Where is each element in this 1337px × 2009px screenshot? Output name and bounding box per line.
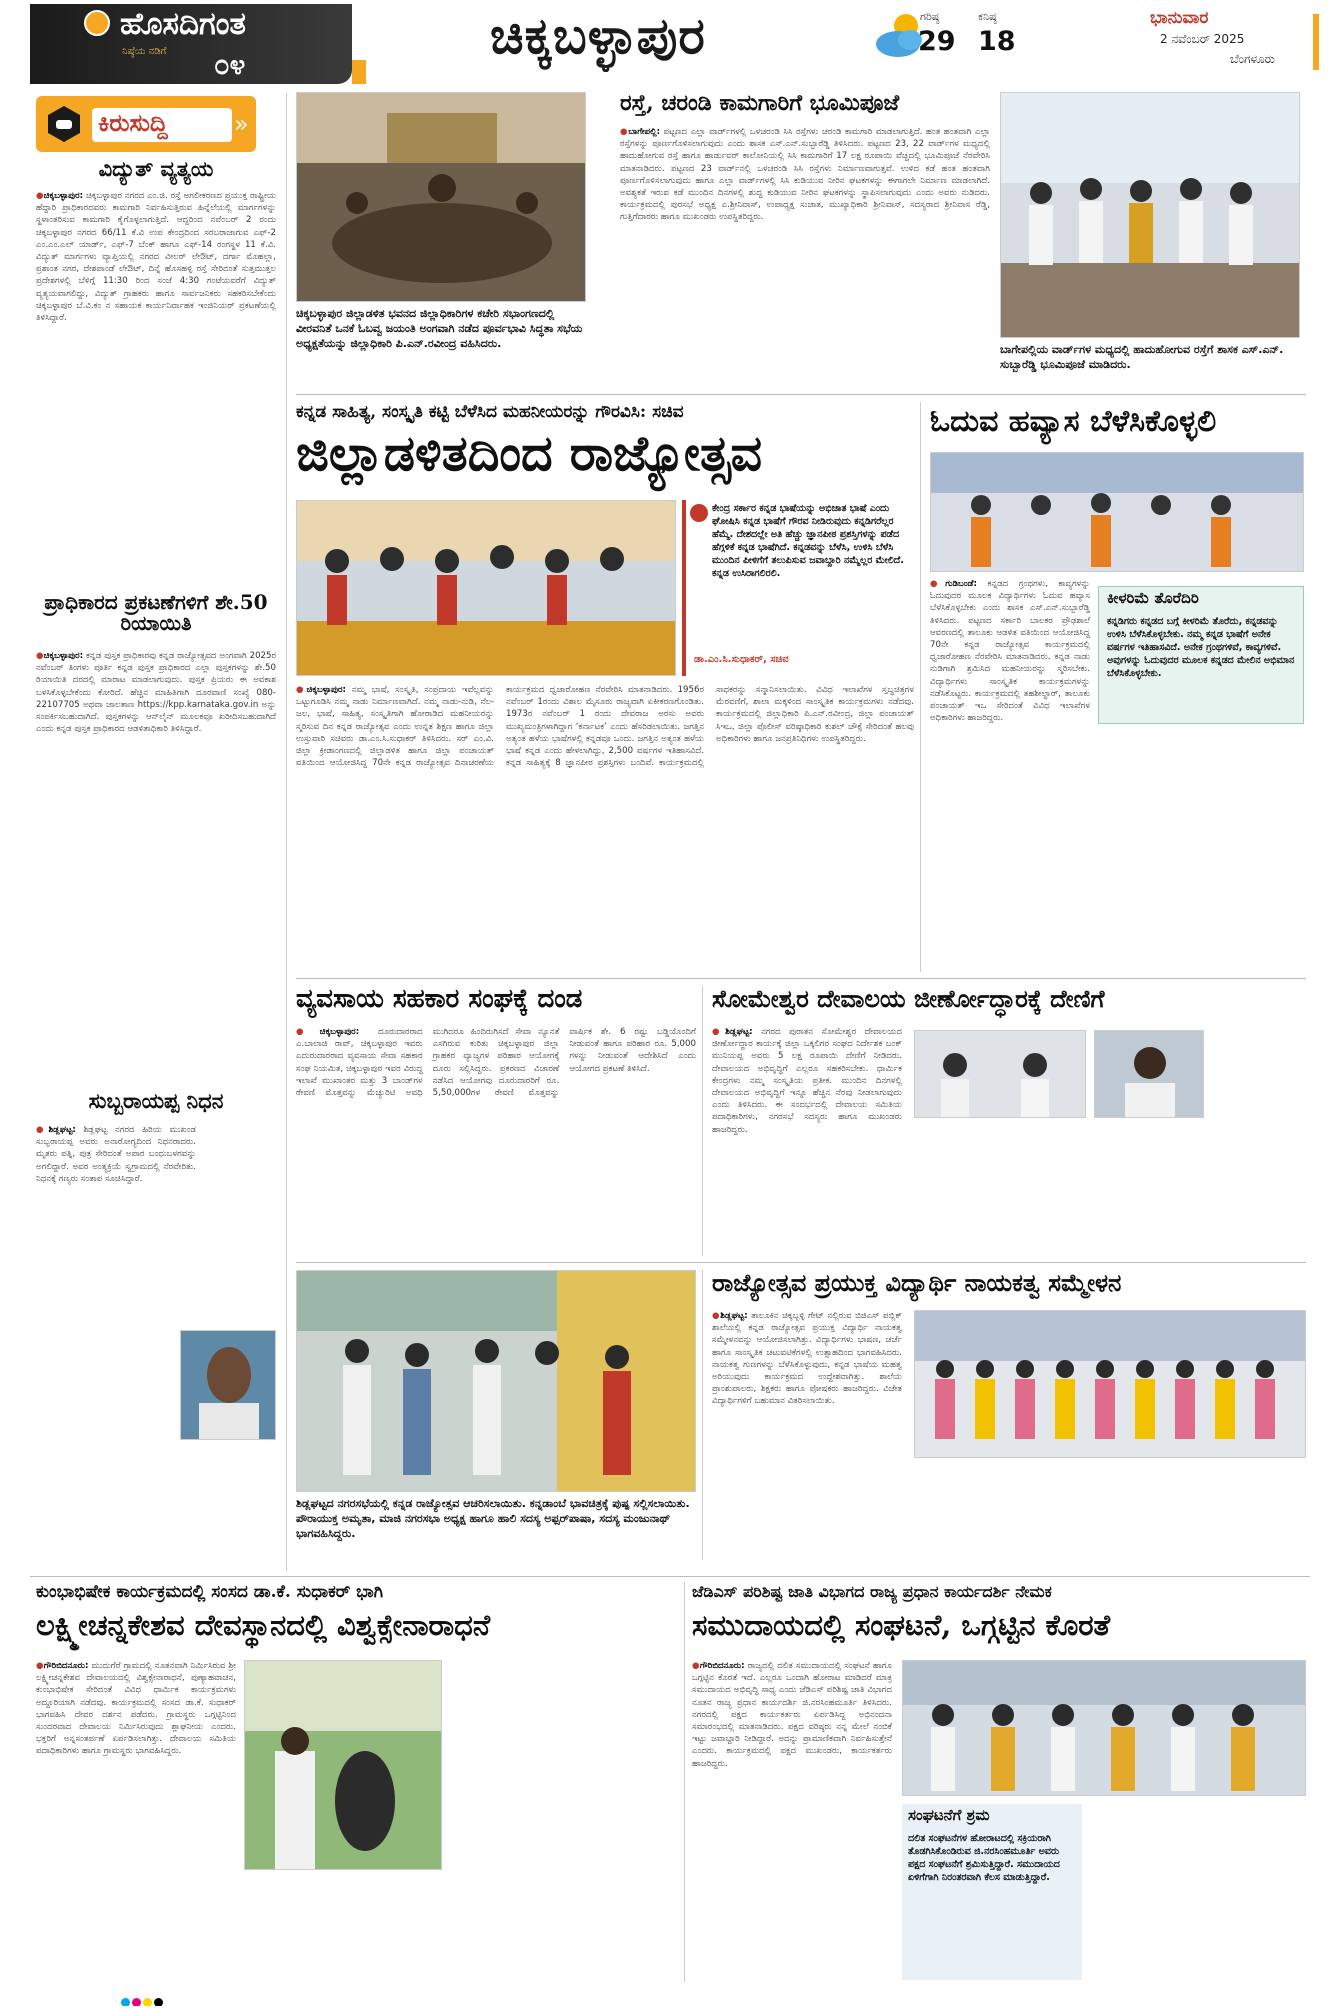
bottom-divider <box>684 1582 685 1982</box>
weekday: ಭಾನುವಾರ <box>1150 8 1209 28</box>
coop-dateline: ● ಚಿಕ್ಕಬಳ್ಳಾಪುರ: <box>296 1027 359 1037</box>
coop-body <box>296 1026 696 1256</box>
max-temp-value: 29 <box>918 26 956 57</box>
kirusuddi-item1-title: ವಿದ್ಯುತ್ ವ್ಯತ್ಯಯ <box>98 158 214 181</box>
kirusuddi-item3-body <box>36 1124 196 1564</box>
reading-text: ಕನ್ನಡದ ಗ್ರಂಥಗಳು, ಕಾವ್ಯಗಳನ್ನು ಓದುವುದರ ಮೂಲಕ ವಿದ್ಯಾರ್ಥಿಗಳು ಓದುವ ಹವ್ಯಾಸ ಬೆಳೆಸಿಕೊಳ್ಳಬೇಕು ಎಂದು ಶಾಸಕ ಎಸ್.ಎನ್.ಸುಬ್ಬಾರೆಡ್ಡಿ ತಿಳಿಸಿದರು. ಪಟ್ಟಣದ ಸರ್ಕಾರಿ ಬಾಲಕರ ಪ್ರೌಢಶಾಲೆ ಆವರಣದಲ್ಲಿ ತಾಲೂಕು ಆಡಳಿತ ವತಿಯಿಂದ ಆಯೋಜಿಸಿದ್ದ 70ನೇ ಕನ್ನಡ ರಾಜ್ಯೋತ್ಸವ ಕಾರ್ಯಕ್ರಮದಲ್ಲಿ ಧ್ವಜಾರೋಹಣ ನೆರವೇರಿಸಿ ಮಾತನಾಡಿದರು. ಕನ್ನಡ ನಾಡು ನುಡಿಗಾಗಿ ಶ್ರಮಿಸಿದ ಮಹನೀಯರನ್ನು ಸ್ಮರಿಸಬೇಕು. ವಿದ್ಯಾರ್ಥಿಗಳು ಸಾಂಸ್ಕೃತಿಕ ಕಾರ್ಯಕ್ರಮಗಳನ್ನು ನಡೆಸಿಕೊಟ್ಟರು. ಕಾರ್ಯಕ್ರಮದಲ್ಲಿ ತಹಶೀಲ್ದಾರ್, ತಾಲೂಕು ಪಂಚಾಯತ್ ಇಒ ಸೇರಿದಂತೆ ವಿವಿಧ ಇಲಾಖೆಗಳ ಅಧಿಕಾರಿಗಳು ಹಾಜರಿದ್ದರು. <box>930 579 1090 724</box>
chevron-right-icon: » <box>234 110 249 138</box>
jds-body <box>692 1660 892 1980</box>
temple-dateline: ● ಶಿಡ್ಲಘಟ್ಟ: <box>712 1027 753 1037</box>
student-text: ತಾಲೂಕಿನ ಚಿಕ್ಕಬ್ಬಳ್ಳಿ ಗೇಟ್ ನಲ್ಲಿರುವ ಬಿಜಿಎಸ್ ಪಬ್ಲಿಕ್ ಶಾಲೆಯಲ್ಲಿ ಕನ್ನಡ ರಾಜ್ಯೋತ್ಸವ ಪ್ರಯುಕ್ತ ವಿದ್ಯಾರ್ಥಿ ನಾಯಕತ್ವ ಸಮ್ಮೇಳನವನ್ನು ಆಯೋಜಿಸಲಾಗಿತ್ತು. ವಿದ್ಯಾರ್ಥಿಗಳು ಭಾಷಣ, ಚರ್ಚೆ ಹಾಗೂ ಸಾಂಸ್ಕೃತಿಕ ಚಟುವಟಿಕೆಗಳಲ್ಲಿ ಉತ್ಸಾಹದಿಂದ ಭಾಗವಹಿಸಿದರು. ನಾಯಕತ್ವ ಗುಣಗಳನ್ನು ಬೆಳೆಸಿಕೊಳ್ಳುವುದು, ಕನ್ನಡ ಭಾಷೆಯ ಮಹತ್ವ ಅರಿಯುವುದು ಕಾರ್ಯಕ್ರಮದ ಉದ್ದೇಶವಾಗಿತ್ತು. ಶಾಲೆಯ ಪ್ರಾಂಶುಪಾಲರು, ಶಿಕ್ಷಕರು ಹಾಗೂ ಪೋಷಕರು ಹಾಜರಿದ್ದರು. ವಿಜೇತ ವಿದ್ಯಾರ್ಥಿಗಳಿಗೆ ಬಹುಮಾನ ವಿತರಿಸಲಾಯಿತು. <box>712 1311 902 1407</box>
minister-quote: ಕೇಂದ್ರ ಸರ್ಕಾರ ಕನ್ನಡ ಭಾಷೆಯನ್ನು ಅಭಿಜಾತ ಭಾಷೆ ಎಂದು ಘೋಷಿಸಿ ಕನ್ನಡ ಭಾಷೆಗೆ ಗೌರವ ನೀಡಿರುವುದು ಕನ್ನಡಿಗರೆಲ್ಲರ ಹೆಮ್ಮೆ. ದೇಶದಲ್ಲೇ ಅತಿ ಹೆಚ್ಚು ಜ್ಞಾನಪೀಠ ಪ್ರಶಸ್ತಿಗಳನ್ನು ಪಡೆದ ಹೆಗ್ಗಳಿಕೆ ಕನ್ನಡ ಭಾಷೆಗಿದೆ. ಕನ್ನಡವನ್ನು ಬೆಳೆಸಿ, ಉಳಿಸಿ ಬೆಳೆಸಿ ಮುಂದಿನ ಪೀಳಿಗೆಗೆ ತಲುಪಿಸುವ ಜವಾಬ್ದಾರಿ ನಮ್ಮೆಲ್ಲರ ಮೇಲಿದೆ. ಕನ್ನಡ ಉಸಿರಾಗಲಿರಲಿ. <box>712 503 904 579</box>
kirusuddi-label: ಕಿರುಸುದ್ದಿ <box>92 108 232 142</box>
reading-sidebox-title: ಕೀಳರಿಮೆ ತೊರೆದಿರಿ <box>1107 591 1199 607</box>
minister-quote-box <box>682 500 914 676</box>
road-text: ಪಟ್ಟಣದ ಎಲ್ಲಾ ವಾರ್ಡ್‌ಗಳಲ್ಲಿ ಒಳಚರಂಡಿ ಸಿಸಿ ರಸ್ತೆಗಳು ಚರಂಡಿ ಕಾಮಗಾರಿ ಮಾಡಲಾಗುತ್ತಿದೆ. ಹಂತ ಹಂತವಾಗಿ ಎಲ್ಲಾ ರಸ್ತೆಗಳನ್ನು ಪೂರ್ಣಗೊಳಿಸಲಾಗುವುದು ಎಂದು ಶಾಸಕ ಎಸ್.ಎನ್.ಸುಬ್ಬಾರೆಡ್ಡಿ ತಿಳಿಸಿದರು. ಪಟ್ಟಣದ 23, 22 ವಾರ್ಡ್‌ಗಳ ಮಧ್ಯದಲ್ಲಿ ಹಾದುಹೋಗುವ ರಸ್ತೆ ಹಾಗೂ ಹಾರ್ಡುವರ್ ಕಾಲೋನಿಯಲ್ಲಿ ಸಿಸಿ ಕಾಮಗಾರಿಗೆ 17 ಲಕ್ಷ ರೂಪಾಯಿ ವೆಚ್ಚದಲ್ಲಿ ಭೂಮಿಪೂಜೆ ನೆರವೇರಿಸಿ ಮಾತನಾಡಿದರು. ಪಟ್ಟಣದ 23 ವಾರ್ಡ್‌ನಲ್ಲಿ ಒಳಚರಂಡಿ ಸಿಸಿ ರಸ್ತೆಗಳು ನಿರ್ಮಾಣವಾಗುತ್ತವೆ. ಉಳಿದ ಕಡೆ ಹಂತ ಹಂತವಾಗಿ ಪೂರ್ಣಗೊಳಿಸಲಾಗುವುದು ಹಾಗೂ ಎಲ್ಲಾ ವಾರ್ಡ್‌ಗಳಲ್ಲಿ ಸಿಸಿ ಕುಡಿಯುವ ನೀರಿನ ಘಟಕಗಳನ್ನು ಈಗಾಗಲೇ ನಿರ್ಮಾಣ ಮಾಡಲಾಗಿದೆ. ಅವಶ್ಯಕತೆ ಇರುವ ಕಡೆ ಮುಂದಿನ ದಿನಗಳಲ್ಲಿ ಶುದ್ಧ ಕುಡಿಯುವ ನೀರಿನ ಘಟಕಗಳನ್ನು ಸ್ಥಾಪಿಸಲಾಗುವುದು ಎಂದು ಅವರು ನುಡಿದರು. ಕಾರ್ಯಕ್ರಮದಲ್ಲಿ ಪುರಸಭೆ ಅಧ್ಯಕ್ಷ ಎ.ಶ್ರೀನಿವಾಸ್, ಉಪಾಧ್ಯಕ್ಷ ಸುಜಾತ, ಮುಖ್ಯಾಧಿಕಾರಿ ಶ್ರೀನಿವಾಸ್, ಸದಸ್ಯರಾದ ಶ್ರೀನಿವಾಸ ರೆಡ್ಡಿ, ಗುತ್ತಿಗೆದಾರರು ಹಾಗೂ ಮುಖಂಡರು ಉಪಸ್ಥಿತರಿದ್ದರು. <box>620 127 990 223</box>
newspaper-emblem-icon <box>84 10 114 40</box>
min-temp-value: 18 <box>978 26 1016 57</box>
masthead-right-bar <box>1313 14 1319 70</box>
masthead-accent-bar <box>352 60 366 84</box>
row3-divider <box>296 1262 1306 1263</box>
rajyotsava-kicker: ಕನ್ನಡ ಸಾಹಿತ್ಯ, ಸಂಸ್ಕೃತಿ ಕಟ್ಟಿ ಬೆಳೆಸಿದ ಮಹನೀಯರನ್ನು ಗೌರವಿಸಿ: ಸಚಿವ <box>296 402 684 422</box>
rajyotsava-body <box>296 684 914 968</box>
rajyotsava-headline: ಜಿಲ್ಲಾಡಳಿತದಿಂದ ರಾಜ್ಯೋತ್ಸವ <box>296 428 763 482</box>
jds-body-cont <box>1090 1804 1306 1980</box>
rajyotsava-text: ನಮ್ಮ ಭಾಷೆ, ಸಂಸ್ಕೃತಿ, ಸಂಪ್ರದಾಯ ಇವೆಲ್ಲವನ್ನು ಒಟ್ಟುಗೂಡಿಸಿ ನಮ್ಮ ನಾಡು ನಿರ್ಮಾಣವಾಗಿದೆ. ನಮ್ಮ ನಾಡು-ನುಡಿ, ನೆಲ-ಜಲ, ಭಾಷೆ, ಸಾಹಿತ್ಯ, ಸಂಸ್ಕೃತಿಗಾಗಿ ಹೋರಾಡಿದ ಮಹನೀಯರನ್ನು ಸ್ಮರಿಸುವ ದಿನ ಕನ್ನಡ ರಾಜ್ಯೋತ್ಸವ ಎಂದು ಉನ್ನತ ಶಿಕ್ಷಣ ಹಾಗೂ ಜಿಲ್ಲಾ ಉಸ್ತುವಾರಿ ಸಚಿವರು ಡಾ.ಎಂ.ಸಿ.ಸುಧಾಕರ್ ತಿಳಿಸಿದರು. ಸರ್ ಎಂ.ವಿ. ಜಿಲ್ಲಾ ಕ್ರೀಡಾಂಗಣದಲ್ಲಿ ಜಿಲ್ಲಾಡಳಿತ ಹಾಗೂ ಜಿಲ್ಲಾ ಪಂಚಾಯತ್ ವತಿಯಿಂದ ಆಯೋಜಿಸಿದ್ದ 70ನೇ ಕನ್ನಡ ರಾಜ್ಯೋತ್ಸವ ದಿನಾಚರಣೆಯ ಕಾರ್ಯಕ್ರಮದ ಧ್ವಜಾರೋಹಣ ನೆರವೇರಿಸಿ ಮಾತನಾಡಿದರು. 1956ರ ನವೆಂಬರ್ 1ರಂದು ವಿಶಾಲ ಮೈಸೂರು ರಾಜ್ಯವಾಗಿ ಏಕೀಕರಣಗೊಂಡಿತು. 1973ರ ನವೆಂಬರ್ 1 ರಂದು ದೇವರಾಜ ಅರಸು ಅವರು ಮುಖ್ಯಮಂತ್ರಿಗಳಾಗಿದ್ದಾಗ ‘ಕರ್ನಾಟಕ’ ಎಂದು ಹೆಸರಿಡಲಾಯಿತು. ಜಗತ್ತಿನ ಅತ್ಯಂತ ಹಳೆಯ ಭಾಷೆಗಳಲ್ಲಿ ಕನ್ನಡವೂ ಒಂದು. ಜಗತ್ತಿನ ಅತ್ಯಂತ ಹಳೆಯ ಭಾಷೆ ಕನ್ನಡ ಎಂದು ಹೇಳಲಾಗಿದ್ದು, 2,500 ವರ್ಷಗಳ ಇತಿಹಾಸವಿದೆ. ಕನ್ನಡ ಸಾಹಿತ್ಯಕ್ಕೆ 8 ಜ್ಞಾನಪೀಠ ಪ್ರಶಸ್ತಿಗಳು ಬಂದಿವೆ. ಕಾರ್ಯಕ್ರಮದಲ್ಲಿ ಸಾಧಕರನ್ನು ಸನ್ಮಾನಿಸಲಾಯಿತು. ವಿವಿಧ ಇಲಾಖೆಗಳ ಸ್ತಬ್ಧಚಿತ್ರಗಳ ಮೆರವಣಿಗೆ, ಶಾಲಾ ಮಕ್ಕಳಿಂದ ಸಾಂಸ್ಕೃತಿಕ ಕಾರ್ಯಕ್ರಮಗಳು ನಡೆದವು. ಕಾರ್ಯಕ್ರಮದಲ್ಲಿ ಜಿಲ್ಲಾಧಿಕಾರಿ ಪಿ.ಎನ್.ರವೀಂದ್ರ, ಜಿಲ್ಲಾ ಪಂಚಾಯತ್ ಸಿಇಒ, ಜಿಲ್ಲಾ ಪೊಲೀಸ್ ವರಿಷ್ಠಾಧಿಕಾರಿ ಕುಶಲ್ ಚೌಕ್ಸೆ ಸೇರಿದಂತೆ ಹಲವು ಅಧಿಕಾರಿಗಳು ಹಾಗೂ ಜನಪ್ರತಿನಿಧಿಗಳು ಉಪಸ್ಥಿತರಿದ್ದರು. <box>296 685 914 769</box>
sidlaghatta-student-divider <box>702 1270 703 1560</box>
coop-text: ದೂರುದಾರರಾದ ಎ.ಬಾಲಾಜಿ ರಾವ್, ಚಿಕ್ಕಬಳ್ಳಾಪುರ ಇವರು ಎದುರುದಾರರಾದ ವ್ಯವಸಾಯ ಸೇವಾ ಸಹಕಾರ ಸಂಘ ನಿಯಮಿತ, ಚಿಕ್ಕಬಳ್ಳಾಪುರ ಇವರ ವಿರುದ್ಧ ಇಲಾಖೆ ಮುಖಾಂತರ ಮತ್ತು 3 ಬಾಂಡ್‌ಗಳ ಠೇವಣಿ ಮೊತ್ತವನ್ನು ಮೆಚ್ಯುರಿಟಿ ಅವಧಿ ಮುಗಿದರೂ ಹಿಂದಿರುಗಿಸದೆ ಸೇವಾ ನ್ಯೂನತೆ ಎಸಗಿರುವ ಕುರಿತು ಚಿಕ್ಕಬಳ್ಳಾಪುರ ಜಿಲ್ಲಾ ಗ್ರಾಹಕರ ವ್ಯಾಜ್ಯಗಳ ಪರಿಹಾರ ಆಯೋಗಕ್ಕೆ ದೂರು ಸಲ್ಲಿಸಿದ್ದರು. ಪ್ರಕರಣದ ವಿಚಾರಣೆ ನಡೆಸಿದ ಆಯೋಗವು ದೂರುದಾರರಿಗೆ ರೂ. 5,50,000ಗಳ ಠೇವಣಿ ಮೊತ್ತವನ್ನು ವಾರ್ಷಿಕ ಶೇ. 6 ರಷ್ಟು ಬಡ್ಡಿಯೊಂದಿಗೆ ನೀಡುವಂತೆ ಹಾಗೂ ಪರಿಹಾರ ರೂ. 5,000 ಗಳನ್ನು ನೀಡುವಂತೆ ಆದೇಶಿಸಿದೆ ಎಂದು ಆಯೋಗದ ಪ್ರಕಟಣೆ ತಿಳಿಸಿದೆ. <box>296 1027 696 1099</box>
kirusuddi-item1-text: ಚಿಕ್ಕಬಳ್ಳಾಪುರ ನಗರದ ಎಂ.ಜಿ. ರಸ್ತೆ ಅಗಲೀಕರಣದ ಪ್ರಯುಕ್ತ ರಾಷ್ಟ್ರೀಯ ಹೆದ್ದಾರಿ ಪ್ರಾಧಿಕಾರದವರು ಕಾಮಗಾರಿ ನಿರ್ವಹಿಸುತ್ತಿರುವ ಹಿನ್ನೆಲೆಯಲ್ಲಿ ಮಾರ್ಗಗಳನ್ನು ಸ್ಥಳಾಂತರಿಸುವ ಕಾಮಗಾರಿ ಕೈಗೊಳ್ಳಲಾಗುತ್ತಿದೆ. ಆದ್ದರಿಂದ ನವೆಂಬರ್ 2 ರಂದು ಚಿಕ್ಕಬಳ್ಳಾಪುರ ನಗರದ 66/11 ಕೆ.ವಿ ಉಪ ಕೇಂದ್ರದಿಂದ ಸರಬರಾಜಾಗುವ ಎಫ್-2 ಎಂ.ಎಂ.ಎಲ್ ಯಾರ್ಡ್, ಎಫ್-7 ಬೆಂಕ್ ಹಾಗೂ ಎಫ್-14 ರಂಗಸ್ಥಳ 11 ಕೆ.ವಿ. ವಿದ್ಯುತ್ ಮಾರ್ಗಗಳು ವ್ಯಾಪ್ತಿಯಲ್ಲಿ ನಗರದ ವೀಲರ್ ಲೇಔಟ್, ದರ್ಗಾ ಮೊಹಲ್ಲಾ, ಪ್ರಶಾಂತ ನಗರ, ದೇಶಪಾಂಡೆ ಲೇಔಟ್, ದಿನ್ನೆ ಹೊಸಹಳ್ಳಿ ರಸ್ತೆ ಸೇರಿದಂತೆ ಸುತ್ತಮುತ್ತಲ ಪ್ರದೇಶಗಳಲ್ಲಿ ಬೆಳಿಗ್ಗೆ 11:30 ರಿಂದ ಸಂಜೆ 4:30 ಗಂಟೆಯವರೆಗೆ ವಿದ್ಯುತ್ ವ್ಯತ್ಯಯವಾಗಲಿದ್ದು, ವಿದ್ಯುತ್ ಗ್ರಾಹಕರು ಹಾಗೂ ಸಾರ್ವಜನಿಕರು ಸಹಕರಿಸಬೇಕೆಂದು ಚಿಕ್ಕಬಳ್ಳಾಪುರ ಬೆ.ವಿ.ಕಂ ನ ಸಹಾಯಕ ಕಾರ್ಯನಿರ್ವಾಹಕ ಇಂಜಿನಿಯರ್ ಪ್ರಕಟಣೆಯಲ್ಲಿ ತಿಳಿಸಿದ್ದಾರೆ. <box>36 191 276 324</box>
reading-photo <box>930 452 1304 572</box>
lakshmi-temple-photo <box>244 1660 442 1870</box>
minister-quote-by: ಡಾ.ಎಂ.ಸಿ.ಸುಧಾಕರ್, ಸಚಿವ <box>694 654 789 665</box>
row2-divider <box>296 978 1306 979</box>
lakshmi-body <box>36 1660 236 1980</box>
road-photo <box>1000 92 1300 338</box>
masthead-logo-block <box>30 4 352 84</box>
mid-column-divider <box>920 402 921 972</box>
reading-sidebox-body: ಕನ್ನಡಿಗರು ಕನ್ನಡದ ಬಗ್ಗೆ ಕೀಳರಿಮೆ ತೊರೆದು, ಕನ್ನಡವನ್ನು ಉಳಿಸಿ ಬೆಳೆಸಿಕೊಳ್ಳಬೇಕು. ನಮ್ಮ ಕನ್ನಡ ಭಾಷೆಗೆ ಅನೇಕ ವರ್ಷಗಳ ಇತಿಹಾಸವಿದೆ. ಅನೇಕ ಗ್ರಂಥಗಳಿವೆ, ಕಾವ್ಯಗಳಿವೆ. ಅವುಗಳನ್ನು ಓದುವುದರ ಮೂಲಕ ಕನ್ನಡದ ಮೇಲಿನ ಅಭಿಮಾನ ಬೆಳೆಸಿಕೊಳ್ಳಬೇಕು. <box>1107 616 1295 679</box>
student-headline: ರಾಜ್ಯೋತ್ಸವ ಪ್ರಯುಕ್ತ ವಿದ್ಯಾರ್ಥಿ ನಾಯಕತ್ವ ಸಮ್ಮೇಳನ <box>712 1270 1122 1297</box>
lakshmi-body-cont <box>450 1660 676 1980</box>
kirusuddi-item2-body <box>36 650 276 1074</box>
road-photo-caption: ಬಾಗೇಪಲ್ಲಿಯ ವಾರ್ಡ್‌ಗಳ ಮಧ್ಯದಲ್ಲಿ ಹಾದುಹೋಗುವ ರಸ್ತೆಗೆ ಶಾಸಕ ಎಸ್.ಎನ್. ಸುಬ್ಬಾರೆಡ್ಡಿ ಭೂಮಿಪೂಜೆ ಮಾಡಿದರು. <box>1000 343 1284 371</box>
jds-sidebox <box>902 1804 1082 1980</box>
rajyotsava-dateline: ● ಚಿಕ್ಕಬಳ್ಳಾಪುರ: <box>296 685 346 695</box>
kirusuddi-badge <box>36 96 256 152</box>
jds-felicitation-photo <box>902 1660 1306 1796</box>
print-registration-marks <box>120 1992 1220 2006</box>
road-headline: ರಸ್ತೆ, ಚರಂಡಿ ಕಾಮಗಾರಿಗೆ ಭೂಮಿಪೂಜೆ <box>620 92 900 116</box>
kirusuddi-item2-dateline: ● ಚಿಕ್ಕಬಳ್ಳಾಪುರ: <box>36 651 83 661</box>
kirusuddi-item3-text: ಶಿಡ್ಲಘಟ್ಟ ನಗರದ ಹಿರಿಯ ಮುಖಂಡ ಸುಬ್ಬರಾಯಪ್ಪ ಅವರು ಅನಾರೋಗ್ಯದಿಂದ ನಿಧನರಾದರು. ಮೃತರು ಪತ್ನಿ, ಪುತ್ರ ಸೇರಿದಂತೆ ಅಪಾರ ಬಂಧುಬಳಗವನ್ನು ಅಗಲಿದ್ದಾರೆ. ಅವರ ಅಂತ್ಯಕ್ರಿಯೆ ಸ್ವಗ್ರಾಮದಲ್ಲಿ ನೆರವೇರಿತು. ನಿಧನಕ್ಕೆ ಗಣ್ಯರು ಸಂತಾಪ ಸೂಚಿಸಿದ್ದಾರೆ. <box>36 1125 196 1184</box>
hand-pointer-icon <box>44 104 84 144</box>
temple-donation-photo <box>914 1030 1086 1118</box>
coop-headline: ವ್ಯವಸಾಯ ಸಹಕಾರ ಸಂಘಕ್ಕೆ ದಂಡ <box>296 986 583 1014</box>
kirusuddi-item3-title: ಸುಬ್ಬರಾಯಪ್ಪ ನಿಧನ <box>88 1090 224 1113</box>
kirusuddi-item1-dateline: ● ಚಿಕ್ಕಬಳ್ಳಾಪುರ: <box>36 191 83 201</box>
kirusuddi-item3-dateline: ● ಶಿಡ್ಲಘಟ್ಟ: <box>36 1125 76 1135</box>
lakshmi-dateline: ● ಗೌರಿಬಿದನೂರು: <box>36 1661 88 1671</box>
reading-body <box>930 578 1090 968</box>
jds-sidebox-body: ದಲಿತ ಸಂಘಟನೆಗಳ ಹೋರಾಟದಲ್ಲಿ ಸಕ್ರಿಯರಾಗಿ ತೊಡಗಿಸಿಕೊಂಡಿರುವ ಜಿ.ನರಸಿಂಹಮೂರ್ತಿ ಅವರು ಪಕ್ಷದ ಸಂಘಟನೆಗೆ ಶ್ರಮಿಸುತ್ತಿದ್ದಾರೆ. ಸಮುದಾಯದ ಏಳಿಗೆಗಾಗಿ ನಿರಂತರವಾಗಿ ಕೆಲಸ ಮಾಡುತ್ತಿದ್ದಾರೆ. <box>908 1833 1060 1883</box>
jds-kicker: ಜೆಡಿಎಸ್ ಪರಿಶಿಷ್ಟ ಜಾತಿ ವಿಭಾಗದ ರಾಜ್ಯ ಪ್ರಧಾನ ಕಾರ್ಯದರ್ಶಿ ನೇಮಕ <box>692 1582 1052 1601</box>
temple-portrait-photo <box>1094 1030 1204 1118</box>
min-temp-label: ಕನಿಷ್ಠ <box>978 10 997 23</box>
edition-city: ಬೆಂಗಳೂರು <box>1230 52 1275 66</box>
road-dateline: ● ಬಾಗೇಪಲ್ಲಿ: <box>620 127 660 137</box>
kirusuddi-item2-text: ಕನ್ನಡ ಪುಸ್ತಕ ಪ್ರಾಧಿಕಾರವು ಕನ್ನಡ ರಾಜ್ಯೋತ್ಸವದ ಅಂಗವಾಗಿ 2025ರ ನವೆಂಬರ್ ತಿಂಗಳು ಪೂರ್ತಿ ಕನ್ನಡ ಪುಸ್ತಕ ಪ್ರಾಧಿಕಾರದ ಎಲ್ಲಾ ಪುಸ್ತಕಗಳನ್ನು ಶೇ.50 ರಿಯಾಯಿತಿ ದರದಲ್ಲಿ ಮಾರಾಟ ಮಾಡಲಾಗುವುದು. ಪುಸ್ತಕ ಪ್ರಿಯರು ಈ ಅವಕಾಶ ಬಳಸಿಕೊಳ್ಳಬೇಕೆಂದು ಕೋರಿದೆ. ಹೆಚ್ಚಿನ ಮಾಹಿತಿಗಾಗಿ ದೂರವಾಣಿ ಸಂಖ್ಯೆ 080-22107705 ಅಥವಾ ಜಾಲತಾಣ https://kpp.karnataka.gov.in ಅನ್ನು ಸಂಪರ್ಕಿಸಬಹುದಾಗಿದೆ. ಪುಸ್ತಕಗಳನ್ನು ಆನ್‌ಲೈನ್ ಮೂಲಕವೂ ಖರೀದಿಸಬಹುದಾಗಿದೆ ಎಂದು ಕನ್ನಡ ಪುಸ್ತಕ ಪ್ರಾಧಿಕಾರದ ಆಡಳಿತಾಧಿಕಾರಿ ತಿಳಿಸಿದ್ದಾರೆ. <box>36 651 276 735</box>
road-body <box>620 126 990 380</box>
temple-body <box>712 1026 902 1256</box>
sidlaghatta-caption: ಶಿಡ್ಲಘಟ್ಟದ ನಗರಸಭೆಯಲ್ಲಿ ಕನ್ನಡ ರಾಜ್ಯೋತ್ಸವ ಆಚರಿಸಲಾಯಿತು. ಕನ್ನಡಾಂಬೆ ಭಾವಚಿತ್ರಕ್ಕೆ ಪುಷ್ಪ ಸಲ್ಲಿಸಲಾಯಿತು. ಪೌರಾಯುಕ್ತ ಅಮೃತಾ, ಮಾಜಿ ನಗರಸಭಾ ಅಧ್ಯಕ್ಷ ಹಾಗೂ ಹಾಲಿ ಸದಸ್ಯ ಅಫ್ಸರ್‌ಪಾಷಾ, ಸದಸ್ಯ ಮಂಜುನಾಥ್ ಭಾಗವಹಿಸಿದ್ದರು. <box>296 1497 690 1540</box>
lakshmi-kicker: ಕುಂಭಾಭಿಷೇಕ ಕಾರ್ಯಕ್ರಮದಲ್ಲಿ ಸಂಸದ ಡಾ.ಕೆ. ಸುಧಾಕರ್ ಭಾಗಿ <box>36 1582 384 1602</box>
temple-text: ನಗರದ ಪುರಾತನ ಸೋಮೇಶ್ವರ ದೇವಾಲಯದ ಜೀರ್ಣೋದ್ಧಾರ ಕಾರ್ಯಕ್ಕೆ ಜಿಲ್ಲಾ ಒಕ್ಕಲಿಗರ ಸಂಘದ ನಿರ್ದೇಶಕ ಬಂಕ್ ಮುನಿಯಪ್ಪ ಅವರು 5 ಲಕ್ಷ ರೂಪಾಯಿ ದೇಣಿಗೆ ನೀಡಿದರು. ದೇವಾಲಯದ ಅಭಿವೃದ್ಧಿಗೆ ಎಲ್ಲರೂ ಸಹಕರಿಸಬೇಕು. ಧಾರ್ಮಿಕ ಕೇಂದ್ರಗಳು ನಮ್ಮ ಸಂಸ್ಕೃತಿಯ ಪ್ರತೀಕ. ಮುಂದಿನ ದಿನಗಳಲ್ಲಿ ದೇವಾಲಯದ ಅಭಿವೃದ್ಧಿಗೆ ಇನ್ನೂ ಹೆಚ್ಚಿನ ನೆರವು ನೀಡಲಾಗುವುದು ಎಂದು ತಿಳಿಸಿದರು. ಈ ಸಂದರ್ಭದಲ್ಲಿ ದೇವಾಲಯ ಸಮಿತಿಯ ಪದಾಧಿಕಾರಿಗಳು, ನಗರಸಭೆ ಸದಸ್ಯರು ಹಾಗೂ ಮುಖಂಡರು ಹಾಜರಿದ್ದರು. <box>712 1027 902 1135</box>
top-section-divider <box>296 394 1306 395</box>
rajyotsava-photo <box>296 500 676 676</box>
reading-dateline: ● ಗುಡಿಬಂಡೆ: <box>930 579 977 589</box>
jds-dateline: ● ಗೌರಿಬಿದನೂರು: <box>692 1661 745 1671</box>
kirusuddi-item1-body <box>36 190 276 586</box>
max-temp-label: ಗರಿಷ್ಠ <box>920 10 940 23</box>
issue-date: 2 ನವೆಂಬರ್ 2025 <box>1160 32 1245 46</box>
row4-divider <box>30 1576 1310 1577</box>
student-body <box>712 1310 902 1558</box>
lakshmi-text: ಮುದುಗೆರೆ ಗ್ರಾಮದಲ್ಲಿ ನೂತನವಾಗಿ ನಿರ್ಮಿಸಿರುವ ಶ್ರೀ ಲಕ್ಷ್ಮೀಚನ್ನಕೇಶವ ದೇವಾಲಯದಲ್ಲಿ ವಿಶ್ವಕ್ಸೇನಾರಾಧನೆ, ಪುಣ್ಯಾಹವಾಚನ, ಕುಂಭಾಭಿಷೇಕ ಸೇರಿದಂತೆ ವಿವಿಧ ಧಾರ್ಮಿಕ ಕಾರ್ಯಕ್ರಮಗಳು ಅದ್ದೂರಿಯಾಗಿ ನಡೆದವು. ಕಾರ್ಯಕ್ರಮದಲ್ಲಿ ಸಂಸದ ಡಾ.ಕೆ. ಸುಧಾಕರ್ ಭಾಗವಹಿಸಿ ದೇವರ ದರ್ಶನ ಪಡೆದರು. ಗ್ರಾಮಸ್ಥರು ಒಗ್ಗಟ್ಟಿನಿಂದ ಸುಂದರವಾದ ದೇವಾಲಯ ನಿರ್ಮಿಸಿರುವುದು ಶ್ಲಾಘನೀಯ ಎಂದರು. ಭಕ್ತರಿಗೆ ಅನ್ನಸಂತರ್ಪಣೆ ಏರ್ಪಡಿಸಲಾಗಿತ್ತು. ದೇವಾಲಯ ಸಮಿತಿಯ ಪದಾಧಿಕಾರಿಗಳು ಹಾಗೂ ಗ್ರಾಮಸ್ಥರು ಭಾಗವಹಿಸಿದ್ದರು. <box>36 1661 236 1757</box>
meeting-photo <box>296 92 586 302</box>
obituary-portrait <box>180 1330 276 1440</box>
jds-headline: ಸಮುದಾಯದಲ್ಲಿ ಸಂಘಟನೆ, ಒಗ್ಗಟ್ಟಿನ ಕೊರತೆ <box>692 1610 1111 1642</box>
jds-sidebox-title: ಸಂಘಟನೆಗೆ ಶ್ರಮ <box>908 1808 990 1824</box>
kirusuddi-item2-title: ಪ್ರಾಧಿಕಾರದ ಪ್ರಕಟಣೆಗಳಿಗೆ ಶೇ.50 ರಿಯಾಯಿತಿ <box>44 592 268 635</box>
page-number: ೦೪ <box>214 48 246 81</box>
lakshmi-headline: ಲಕ್ಷ್ಮೀಚನ್ನಕೇಶವ ದೇವಸ್ಥಾನದಲ್ಲಿ ವಿಶ್ವಕ್ಸೇನಾರಾಧನೆ <box>36 1610 491 1642</box>
edition-title: ಚಿಕ್ಕಬಳ್ಳಾಪುರ <box>490 6 706 65</box>
student-group-photo <box>914 1310 1306 1458</box>
student-dateline: ● ಶಿಡ್ಲಘಟ್ಟ: <box>712 1311 748 1321</box>
newspaper-name: ಹೊಸದಿಗಂತ <box>120 6 246 42</box>
sidlaghatta-rajyotsava-photo <box>296 1270 696 1492</box>
meeting-photo-caption: ಚಿಕ್ಕಬಳ್ಳಾಪುರ ಜಿಲ್ಲಾಡಳಿತ ಭವನದ ಜಿಲ್ಲಾಧಿಕಾರಿಗಳ ಕಚೇರಿ ಸಭಾಂಗಣದಲ್ಲಿ ವೀರವನಿತೆ ಒನಕೆ ಓಬವ್ವ ಜಯಂತಿ ಅಂಗವಾಗಿ ನಡೆದ ಪೂರ್ವಭಾವಿ ಸಿದ್ಧತಾ ಸಭೆಯ ಅಧ್ಯಕ್ಷತೆಯನ್ನು ಜಿಲ್ಲಾಧಿಕಾರಿ ಪಿ.ಎನ್.ರವೀಂದ್ರ ವಹಿಸಿದರು. <box>296 307 583 350</box>
left-column-divider <box>286 92 287 1572</box>
reading-sidebox <box>1098 586 1304 724</box>
temple-headline: ಸೋಮೇಶ್ವರ ದೇವಾಲಯ ಜೀರ್ಣೋದ್ಧಾರಕ್ಕೆ ದೇಣಿಗೆ <box>712 986 1105 1013</box>
temple-body-cont <box>1212 1026 1306 1256</box>
reading-headline: ಓದುವ ಹವ್ಯಾಸ ಬೆಳೆಸಿಕೊಳ್ಳಲಿ <box>930 406 1217 439</box>
quote-icon <box>690 504 708 522</box>
coop-temple-divider <box>702 986 703 1256</box>
newspaper-tagline: ನಿಷ್ಠೆಯ ನಡಿಗೆ <box>122 46 167 57</box>
jds-text: ರಾಜ್ಯದಲ್ಲಿ ದಲಿತ ಸಮುದಾಯದಲ್ಲಿ ಸಂಘಟನೆ ಹಾಗೂ ಒಗ್ಗಟ್ಟಿನ ಕೊರತೆ ಇದೆ. ಎಲ್ಲರೂ ಒಂದಾಗಿ ಹೋರಾಟ ಮಾಡಿದರೆ ಮಾತ್ರ ಸಮುದಾಯದ ಅಭಿವೃದ್ಧಿ ಸಾಧ್ಯ ಎಂದು ಜೆಡಿಎಸ್ ಪರಿಶಿಷ್ಟ ಜಾತಿ ವಿಭಾಗದ ನೂತನ ರಾಜ್ಯ ಪ್ರಧಾನ ಕಾರ್ಯದರ್ಶಿ ಜಿ.ನರಸಿಂಹಮೂರ್ತಿ ತಿಳಿಸಿದರು. ನಗರದಲ್ಲಿ ಪಕ್ಷದ ಕಾರ್ಯಕರ್ತರು ಏರ್ಪಡಿಸಿದ್ದ ಅಭಿನಂದನಾ ಸಮಾರಂಭದಲ್ಲಿ ಮಾತನಾಡಿದರು. ಪಕ್ಷದ ವರಿಷ್ಠರು ನನ್ನ ಮೇಲೆ ನಂಬಿಕೆ ಇಟ್ಟು ಜವಾಬ್ದಾರಿ ನೀಡಿದ್ದಾರೆ. ಅದನ್ನು ಪ್ರಾಮಾಣಿಕವಾಗಿ ನಿರ್ವಹಿಸುತ್ತೇನೆ ಎಂದರು. ಕಾರ್ಯಕ್ರಮದಲ್ಲಿ ಪಕ್ಷದ ಮುಖಂಡರು, ಕಾರ್ಯಕರ್ತರು ಹಾಜರಿದ್ದರು. <box>692 1661 892 1769</box>
